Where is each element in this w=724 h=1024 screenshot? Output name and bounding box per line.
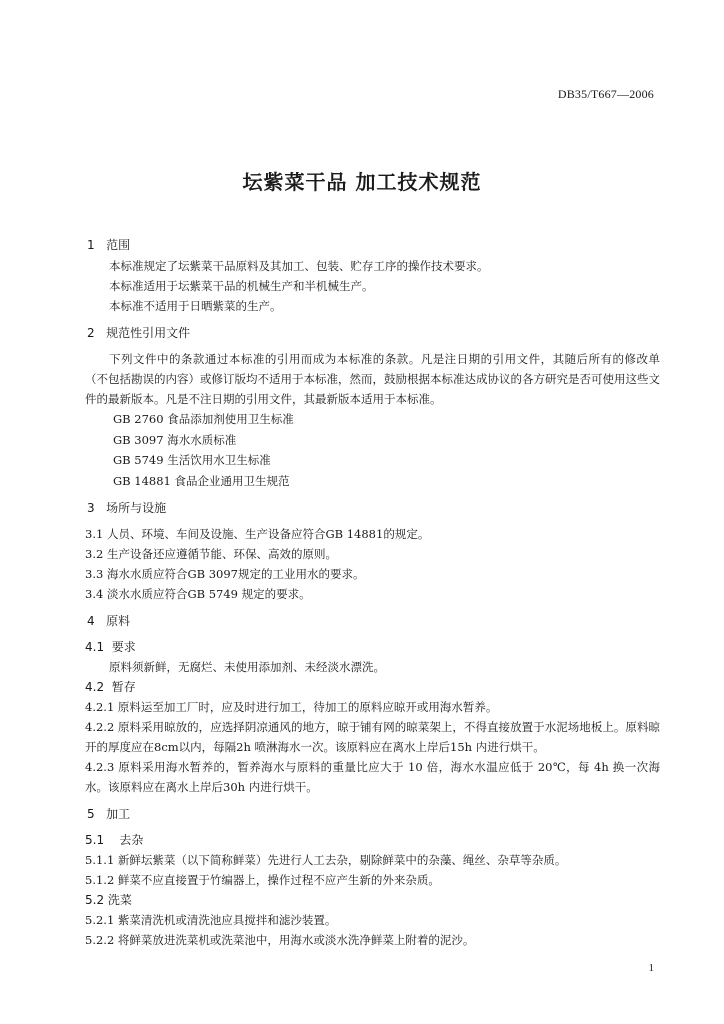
paragraph: 下列文件中的条款通过本标准的引用而成为本标准的条款。凡是注日期的引用文件，其随后所有的修改单（不包括勘误的内容）或修订版均不适用于本标准，然而，鼓励根据本标准达成协议的各方研究是否可使用这些文件的最新版本。凡是不注日期的引用文件，其最新版本适用于本标准。 [85, 352, 660, 406]
clause: 4.2.3 原料采用海水暂养的，暂养海水与原料的重量比应大于 10 倍，海水水温应低于 20℃，每 4h 换一次海水。该原料应在离水上岸后30h 内进行烘干。 [85, 760, 660, 794]
section-heading: 4 原料 [87, 614, 131, 628]
section-heading: 1 范围 [87, 238, 131, 252]
clause: 5.2.1 紫菜清洗机或清洗池应具搅拌和滤沙装置。 [85, 913, 337, 927]
subsection-heading: 5.2 洗菜 [85, 893, 132, 907]
section-heading: 5 加工 [87, 807, 131, 821]
paragraph: 本标准规定了坛紫菜干品原料及其加工、包装、贮存工序的操作技术要求。 [109, 259, 489, 273]
clause: 5.1.2 鲜菜不应直接置于竹编器上，操作过程不应产生新的外来杂质。 [85, 873, 440, 887]
clause: 4.2.2 原料采用晾放的，应选择阴凉通风的地方，晾于铺有网的晾菜架上，不得直接放置于水泥场地板上。原料晾开的厚度应在8cm以内，每隔2h 喷淋海水一次。该原料应在离水上岸后15h 内进行烘干。 [85, 720, 660, 754]
clause: 3.1 人员、环境、车间及设施、生产设备应符合GB 14881的规定。 [85, 527, 430, 541]
clause: 3.4 淡水水质应符合GB 5749 规定的要求。 [85, 587, 311, 601]
document-body [85, 236, 660, 950]
paragraph: 本标准适用于坛紫菜干品的机械生产和半机械生产。 [109, 279, 374, 293]
reference-item: GB 2760 食品添加剂使用卫生标准 [113, 412, 294, 426]
section-heading: 3 场所与设施 [87, 501, 167, 515]
section-heading: 2 规范性引用文件 [87, 326, 191, 340]
clause: 3.2 生产设备还应遵循节能、环保、高效的原则。 [85, 547, 337, 561]
clause: 5.2.2 将鲜菜放进洗菜机或洗菜池中，用海水或淡水洗净鲜菜上附着的泥沙。 [85, 933, 475, 947]
page-number: 1 [648, 962, 654, 974]
reference-item: GB 14881 食品企业通用卫生规范 [113, 473, 290, 488]
subsection-heading: 4.2 暂存 [85, 680, 136, 694]
clause: 3.3 海水水质应符合GB 3097规定的工业用水的要求。 [85, 567, 365, 581]
document-title: 坛紫菜干品 加工技术规范 [242, 170, 482, 194]
subsection-heading: 5.1 去杂 [85, 833, 144, 847]
reference-item: GB 5749 生活饮用水卫生标准 [113, 453, 271, 467]
subsection-heading: 4.1 要求 [85, 640, 136, 654]
clause: 4.2.1 原料运至加工厂时，应及时进行加工，待加工的原料应晾开或用海水暂养。 [85, 700, 498, 714]
clause: 5.1.1 新鲜坛紫菜（以下简称鲜菜）先进行人工去杂，剔除鲜菜中的杂藻、绳丝、杂草等杂质。 [85, 853, 567, 867]
paragraph: 原料须新鲜，无腐烂、未使用添加剂、未经淡水漂洗。 [109, 660, 385, 674]
standard-number: DB35/T667—2006 [557, 87, 654, 101]
reference-item: GB 3097 海水水质标准 [113, 432, 237, 447]
paragraph: 本标准不适用于日晒紫菜的生产。 [109, 299, 282, 313]
